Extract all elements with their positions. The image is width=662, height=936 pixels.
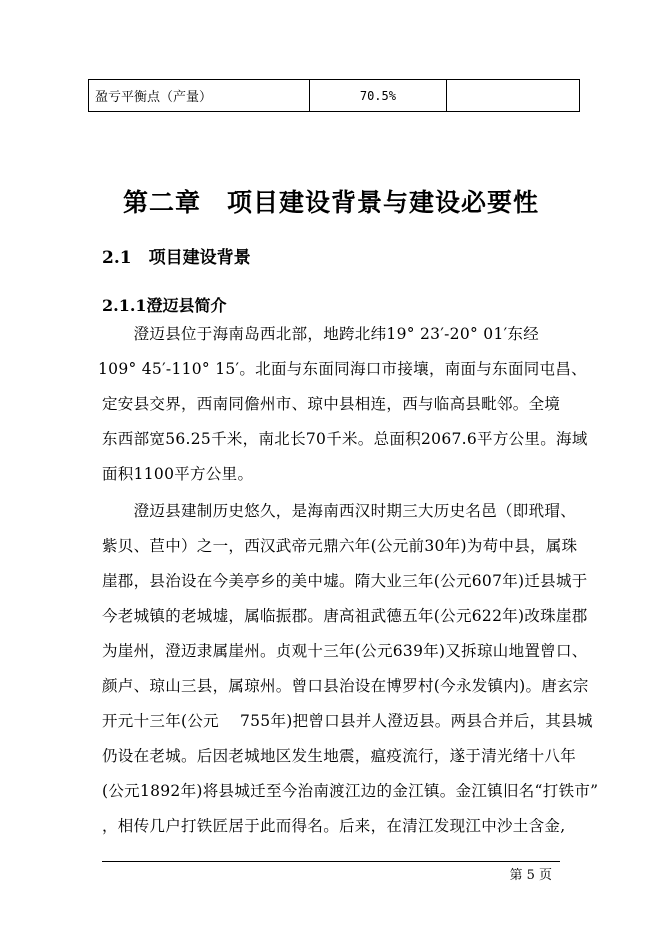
paragraph1-line-1: 澄迈县位于海南岛西北部，地跨北纬19° 23′-20° 01′东经	[102, 325, 540, 343]
paragraph2-line-10: ，相传几户打铁匠居于此而得名。后来，在清江发现江中沙土含金,	[102, 817, 566, 835]
table-cell-empty	[447, 80, 580, 112]
summary-table	[88, 79, 580, 112]
section-heading: 2.1 项目建设背景	[102, 248, 251, 268]
paragraph2-line-1: 澄迈县建制历史悠久，是海南西汉时期三大历史名邑（即玳瑁、	[102, 502, 577, 520]
paragraph2-line-5: 为崖州，澄迈隶属崖州。贞观十三年(公元639年)又拆琼山地置曾口、	[102, 642, 588, 660]
paragraph2-line-4: 今老城镇的老城墟，属临振郡。唐高祖武德五年(公元622年)改珠崖郡	[102, 607, 588, 625]
footer-divider	[102, 861, 560, 862]
paragraph2-line-9: (公元1892年)将县城迁至今治南渡江边的金江镇。金江镇旧名“打铁市”	[102, 782, 599, 800]
paragraph1-line-4: 东西部宽56.25千米，南北长70千米。总面积2067.6平方公里。海域	[102, 430, 588, 448]
subsection-heading: 2.1.1澄迈县简介	[102, 296, 227, 315]
table-cell-value: 70.5%	[309, 80, 447, 112]
paragraph2-line-3: 崖郡，县治设在今美亭乡的美中墟。隋大业三年(公元607年)迁县城于	[102, 572, 588, 590]
paragraph2-line-8: 仍设在老城。后因老城地区发生地震，瘟疫流行，遂于清光绪十八年	[102, 747, 577, 765]
paragraph2-line-2: 紫贝、苣中）之一，西汉武帝元鼎六年(公元前30年)为苟中县，属珠	[102, 537, 578, 555]
paragraph1-line-3: 定安县交界，西南同儋州市、琼中县相连，西与临高县毗邻。全境	[102, 395, 561, 413]
page-number: 第 5 页	[509, 868, 552, 883]
chapter-title: 第二章 项目建设背景与建设必要性	[122, 188, 539, 217]
table-cell-label: 盈亏平衡点（产量）	[89, 80, 310, 112]
table-row	[89, 80, 580, 112]
paragraph2-line-6: 颜卢、琼山三县，属琼州。曾口县治设在博罗村(今永发镇内)。唐玄宗	[102, 677, 589, 695]
paragraph1-line-5: 面积1100平方公里。	[102, 465, 254, 483]
paragraph2-line-7: 开元十三年(公元 755年)把曾口县并人澄迈县。两县合并后，其县城	[102, 712, 593, 730]
paragraph1-line-2: 109° 45′-110° 15′。北面与东面同海口市接壤，南面与东面同屯昌、	[98, 360, 587, 378]
